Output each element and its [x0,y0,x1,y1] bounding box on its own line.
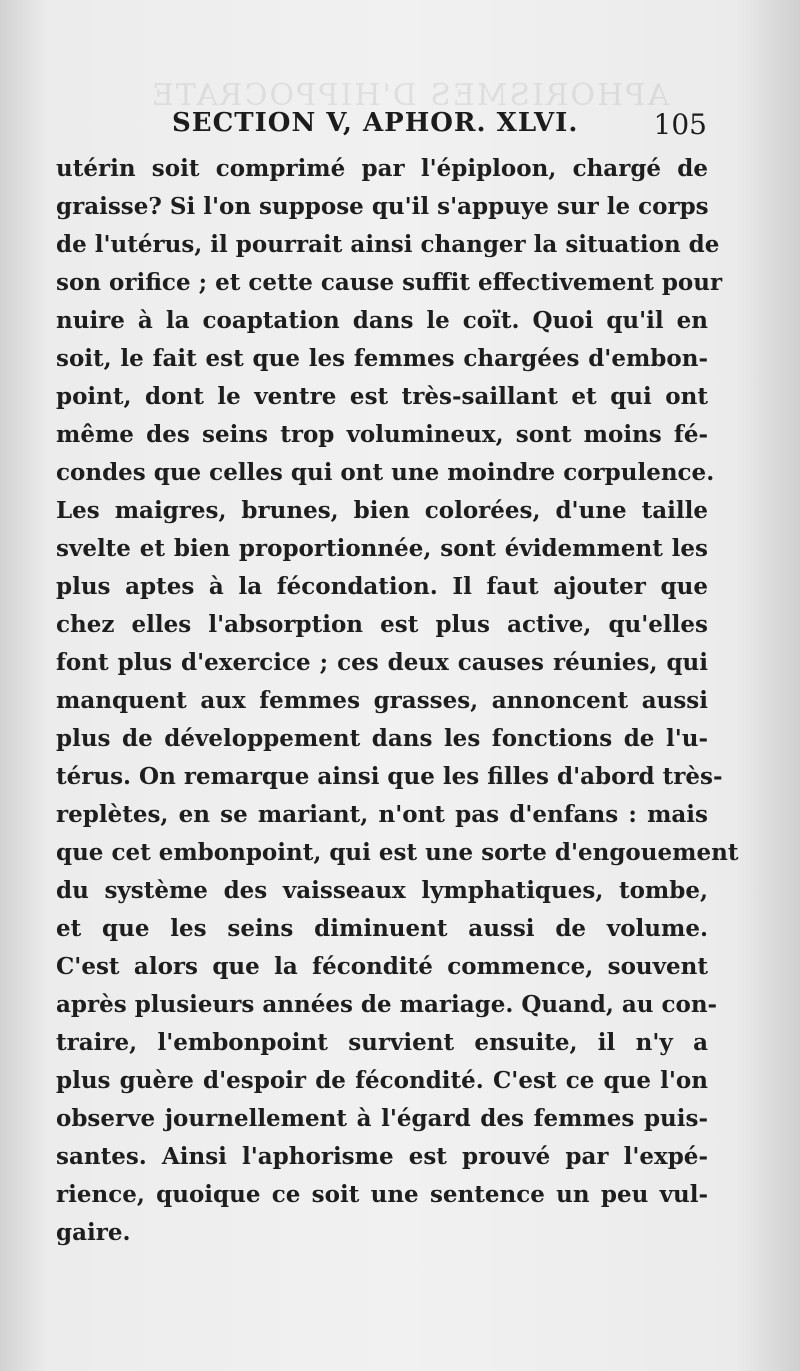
text-line: observe journellement à l'égard des femmes puis- [56,1105,708,1132]
text-line: que cet embonpoint, qui est une sorte d'engouement [56,839,739,866]
text-line: replètes, en se mariant, n'ont pas d'enfans : mais [56,801,708,828]
body-text [56,150,739,1252]
text-line: graisse? Si l'on suppose qu'il s'appuye sur le corps [56,193,709,220]
page-header [172,108,707,148]
text-line: gaire. [56,1219,131,1246]
text-line: soit, le fait est que les femmes chargées d'embon- [56,345,708,372]
text-line: térus. On remarque ainsi que les filles d'abord très- [56,763,723,790]
text-line: plus aptes à la fécondation. Il faut ajouter que [56,573,708,600]
text-line: du système des vaisseaux lymphatiques, tombe, [56,877,708,904]
text-line: son orifice ; et cette cause suffit effectivement pour [56,269,723,296]
text-line: plus guère d'espoir de fécondité. C'est ce que l'on [56,1067,708,1094]
text-line: manquent aux femmes grasses, annoncent aussi [56,687,708,714]
text-line: après plusieurs années de mariage. Quand, au con- [56,991,718,1018]
text-line: traire, l'embonpoint survient ensuite, il n'y a [56,1029,708,1056]
text-line: Les maigres, brunes, bien colorées, d'une taille [56,497,708,524]
text-line: chez elles l'absorption est plus active, qu'elles [56,611,708,638]
text-line: utérin soit comprimé par l'épiploon, chargé de [56,155,708,182]
text-line: même des seins trop volumineux, sont moins fé- [56,421,708,448]
text-line: nuire à la coaptation dans le coït. Quoi qu'il en [56,307,708,334]
text-line: et que les seins diminuent aussi de volume. [56,915,708,942]
text-line: santes. Ainsi l'aphorisme est prouvé par l'expé- [56,1143,708,1170]
page-number: 105 [653,108,707,141]
show-through-text: APHORISMES D'HIPPOCRATE [150,78,670,113]
text-line: condes que celles qui ont une moindre corpulence. [56,459,715,486]
text-line: C'est alors que la fécondité commence, souvent [56,953,708,980]
text-line: de l'utérus, il pourrait ainsi changer la situation de [56,231,720,258]
text-line: plus de développement dans les fonctions de l'u- [56,725,708,752]
running-title: SECTION V, APHOR. XLVI. [172,108,579,138]
text-line: point, dont le ventre est très-saillant et qui ont [56,383,708,410]
text-line: svelte et bien proportionnée, sont évidemment les [56,535,708,562]
text-line: rience, quoique ce soit une sentence un peu vul- [56,1181,708,1208]
text-line: font plus d'exercice ; ces deux causes réunies, qui [56,649,708,676]
